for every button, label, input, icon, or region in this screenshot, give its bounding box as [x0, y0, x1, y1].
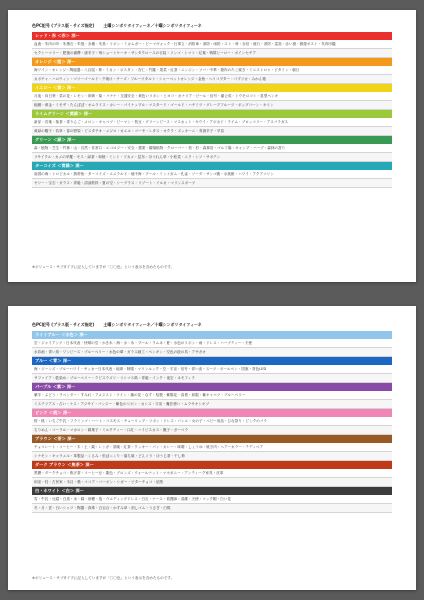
document-page-1	[8, 10, 416, 282]
table-row: ミステリアス・占い・ナス・アジサイ・パンジー・紫色のリボン・カシス・宇宙・魔法使い・ムラサキシキブ	[32, 400, 392, 409]
document-page-2	[8, 306, 416, 590]
section-header: イエロー ＜黄＞ 深ー	[32, 84, 392, 92]
table-row: リサイクル・カメの甲羅・モス・緑茶・和柄・ミント・ワカメ・昆布・ほうれん草・小松菜・ニラ・シソ・サボテン	[32, 153, 392, 162]
table-row: 冬・月・雲・白いシャツ・陶器・真珠・白百合・かすみ草・消しゴム・うさぎ・白熊	[32, 504, 392, 513]
table-row: 南国の海・トロピカル・熱帯魚・ターコイズ・エメラルド・地中海・プール・ミントガム・孔雀・ソーダ・サンゴ礁・水族館・ハワイ・アクアマリン	[32, 170, 392, 179]
section-header: ライムグリーン ＜黄緑＞ 深ー	[32, 110, 392, 118]
table-row: 雪・牛乳・豆腐・白鳥・米・綿・砂糖・塩・ウエディングドレス・白衣・ナース・看護師・清潔・天使・コック帽・白い花	[32, 495, 392, 504]
table-row: 月夜・向日葵・菜の花・レモン・卵黄・菊・バナナ・交通安全・黄色いリボン・ヒヨコ・カナリア・ビール・信号・蒲公英・トウモロコシ・星型ペンキ	[32, 92, 392, 101]
table-row: チョコレート・コーヒー・木・土・栗・レンガ・茶碗・紅茶・クッキー・パン・カレー・味噌・しょうゆ・焼き肉・ヘアーカラー・テディベア	[32, 443, 392, 452]
section-header: ブラウン ＜茶＞ 深ー	[32, 435, 392, 443]
section-header: ピンク ＜桃＞ 深ー	[32, 409, 392, 417]
table-row: 空・ジャイアンツ・日本代表・快晴の空・かき氷・海・水・氷・プール・ラムネ・夏・水色のリボン・雨・ドレス・ハーブティー・天使	[32, 339, 392, 348]
header-left: 色PC記号 (プラス版・サイズ指定)	[32, 322, 95, 327]
table-row: 新芽・若葉・抹茶・青りんご・メロン・キャベツ・ピーマン・枝豆・グリーンピース・マスカット・キウイ・アボカド・ライム・ブロッコリー・アスパラガス	[32, 118, 392, 127]
table-row: ちりめん・コーラル・マカロン・綿菓子・ミルクティー・口紅・ハイビスカス・撫子・ガーベラ	[32, 426, 392, 435]
section-header: オレンジ ＜橙＞ 深ー	[32, 58, 392, 66]
table-row: 紫芋・ぶどう・ラベンダー・すみれ・アメジスト・ワイン・藤の花・なす・桔梗・紫陽花・高貴・和服・紫キャベツ・ブルーベリー	[32, 391, 392, 400]
header-left: 色PC記号 (プラス版・サイズ指定)	[32, 23, 95, 28]
table-row: 稲穂・黄金・ミモザ・たんぽぽ・オムライス・カレー・パイナップル・マスタード・ゴールド・ハチミツ・グレープフルーツ・ポップコーン・キリン	[32, 101, 392, 110]
footnote: ※ボリュース・サブタイプに記入していますが「〇〇色」という表示を含めたものです。	[32, 576, 175, 580]
color-table	[32, 331, 392, 513]
table-row: 血液・朱肉の印・朱墨石・朱殻・赤穂・朱鳥・リボン・ミカムガー・ピーマヴォック・行事立・消防車・消防・雨防・スト・苺・赤信・流行・消防・雷鳥・赤い旗・郵便ポスト・朱肉印鑑	[32, 40, 392, 49]
table-row: 黒糖・ダークチョコ・焦げ茶・コーヒー豆・栗色・ブロンズ・ウォールナット・マホガニー・アンティーク家具・皮革	[32, 469, 392, 478]
table-row: シナモン・キャラメル・革製品・くるみ・松ぼっくり・落ち葉・どんぐり・ほうじ茶・干し柿	[32, 452, 392, 461]
section-header: パープル ＜紫＞ 深ー	[32, 383, 392, 391]
table-row: 森・植物・芝生・竹林・山・自然・非常口・エコロジー・安全・農業・観葉植物・クローバー・松・杉・森林浴・ゴルフ場・キャンプ・ハーブ・森林の香り	[32, 144, 392, 153]
section-header: ターコイズ ＜青緑＞ 深ー	[32, 162, 392, 170]
page-header	[32, 321, 392, 328]
section-header: グリーン ＜緑＞ 深ー	[32, 136, 392, 144]
page-header	[32, 22, 392, 29]
table-row: サファイア・藍染め・ブルーベリー・ラピスラズリ・リトマス紙・青磁・インク・夜空・ネモフィラ	[32, 374, 392, 383]
color-table	[32, 32, 392, 188]
footnote: ※ボリュース・サブタイプに記入していますが「〇〇色」という表示を含めたものです。	[32, 265, 175, 269]
section-header: レッド・赤 ＜赤＞ 深ー	[32, 32, 392, 40]
table-row: 和室・柱・古民家・木目・墨・ココア・バーボン・シガー・ビターチョコ・焙煎	[32, 478, 392, 487]
header-right: 土曜シンボリタイフィーネ／十曜シンボリタイフィーネ	[103, 322, 202, 327]
header-right: 土曜シンボリタイフィーネ／十曜シンボリタイフィーネ	[103, 23, 202, 28]
table-row: 黄緑の帽子・若草・春の野原・ピスタチオ・メジロ・カエル・ゴーヤ・レタス・オクラ・ズッキーニ・青唐辛子・早苗	[32, 127, 392, 136]
section-header: 白・ホワイト ＜白＞ 深ー	[32, 487, 392, 495]
section-header: ブルー ＜青＞ 深ー	[32, 357, 392, 365]
section-header: ダーク ブラウン ＜焦茶＞ 深ー	[32, 461, 392, 469]
table-row: セクシーマリー・肥後の蒲鉾・唐辛子・苺ショートケーキ・サンタクロースの衣装・リンゴ・トマト・紅葉・戦隊ヒーロー・ポインセチア	[32, 49, 392, 58]
table-row: ゼリー・宝石・ガラス・青磁・清涼飲料・夏の空・シーグラス・リゾート・イルカ・マリンスポーツ	[32, 179, 392, 188]
table-row: 水彩画・青い鳥・ワンピース・ブルーベリー・水色の傘・ガラス細工・ペンギン・空色の絵の具・アサガオ	[32, 348, 392, 357]
table-row: 桜・桃・いちご牛乳・フラミンゴ・ハート・コスモス・チューリップ・リボン・ドレス・バレエ・女の子・ベビー用品・ひな祭り・ピンクのバラ	[32, 417, 392, 426]
section-header: ライトブルー ＜水色＞ 深ー	[32, 331, 392, 339]
table-row: カボチャ・ハロウィン・マリーゴールド・夕焼け・チーズ・フルーツタルト・シャーベットオレンジ・金魚・ヘリコプター・パプリカ・みかん箱	[32, 75, 392, 84]
table-row: 海ワイン・オレンジ・陶磁器・八百屋・柿・ミカン・ボスタン・杏仁・竹籠・果菜・紅茶・ニンジン・ソバ・中華・鶏肉のたこ焼き・ミニストロゥ・ビタミン・朝日	[32, 66, 392, 75]
table-row: 海・ジーンズ・ブルーハワイ・サッカー日本代表・地球・制服・マリンルック・空・宇宙・信号・青い炎・スーツ・ボールペン・国旗・青色LED	[32, 365, 392, 374]
